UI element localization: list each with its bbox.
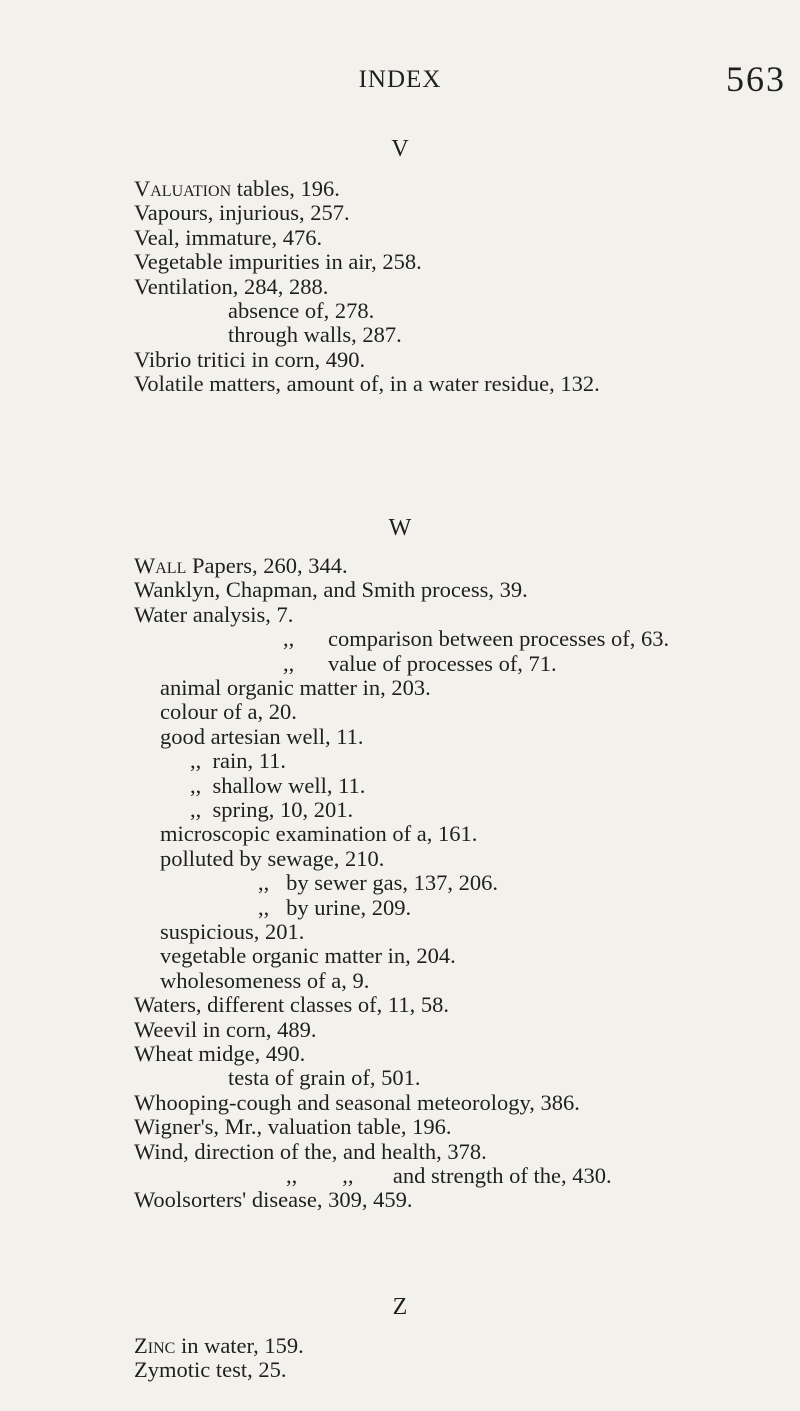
entry-text: Vegetable impurities in air, 258. — [134, 249, 422, 275]
entry-text: ,, ,, and strength of the, 430. — [286, 1163, 612, 1188]
index-entry — [160, 823, 477, 846]
index-entry — [134, 346, 366, 372]
entry-text: Wheat midge, 490. — [134, 1041, 306, 1066]
entry-text: in water, 159. — [175, 1333, 304, 1358]
entry-text: ,, by sewer gas, 137, 206. — [258, 870, 498, 896]
index-entry — [228, 1067, 420, 1090]
entry-text: Papers, 260, 344. — [186, 553, 348, 578]
entry-text: microscopic examination of a, 161. — [160, 821, 478, 847]
index-entry — [190, 772, 366, 798]
entry-text: Zymotic test, 25. — [134, 1357, 287, 1383]
index-entry — [134, 1016, 317, 1042]
index-entry — [286, 1165, 612, 1188]
entry-text: Vibrio tritici in corn, 490. — [134, 346, 366, 372]
entry-text: polluted by sewage, 210. — [160, 845, 385, 871]
entry-text: Wind, direction of the, and health, 378. — [134, 1138, 487, 1164]
entry-text: Waters, different classes of, 11, 58. — [134, 992, 449, 1018]
index-entry — [134, 178, 340, 201]
index-entry — [134, 1089, 580, 1115]
entry-text: ,, value of processes of, 71. — [283, 650, 557, 676]
index-entry — [134, 994, 449, 1017]
entry-text: good artesian well, 11. — [160, 723, 364, 749]
section-letter: Z — [392, 1294, 408, 1320]
entry-text: Vapours, injurious, 257. — [134, 200, 350, 226]
index-entry — [134, 224, 323, 250]
entry-text: ,, rain, 11. — [190, 748, 287, 774]
entry-text: suspicious, 201. — [160, 919, 305, 944]
index-entry — [134, 1335, 304, 1358]
entry-text: wholesomeness of a, 9. — [160, 967, 370, 993]
index-entry — [228, 300, 374, 323]
entry-lead: Wall — [134, 553, 187, 578]
index-entry — [134, 1359, 286, 1382]
index-entry — [134, 1138, 487, 1164]
entry-text: tables, 196. — [231, 176, 340, 201]
index-entry — [160, 921, 304, 944]
entry-text: Veal, immature, 476. — [134, 224, 323, 250]
entry-text: testa of grain of, 501. — [228, 1065, 421, 1091]
index-entry — [160, 701, 297, 724]
entry-text: Wanklyn, Chapman, and Smith process, 39. — [134, 577, 528, 603]
index-entry — [228, 324, 402, 347]
index-entry — [283, 650, 557, 676]
entry-text: Weevil in corn, 489. — [134, 1016, 317, 1042]
entry-text: Wigner's, Mr., valuation table, 196. — [134, 1114, 452, 1140]
section-letter: V — [391, 136, 409, 162]
index-entry — [160, 723, 364, 749]
index-entry — [190, 799, 353, 822]
index-entry — [160, 945, 456, 968]
entry-text: ,, spring, 10, 201. — [190, 797, 354, 822]
entry-text: ,, comparison between processes of, 63. — [283, 626, 670, 652]
entry-text: Ventilation, 284, 288. — [134, 273, 329, 299]
entry-text: absence of, 278. — [228, 298, 375, 323]
index-entry — [160, 967, 370, 993]
index-entry — [134, 202, 350, 225]
index-entry — [160, 677, 431, 700]
entry-text: Whooping-cough and seasonal meteorology, 386. — [134, 1089, 580, 1115]
index-entry — [258, 894, 412, 920]
entry-text: animal organic matter in, 203. — [160, 675, 431, 700]
entry-text: colour of a, 20. — [160, 699, 297, 725]
index-entry — [134, 251, 422, 274]
index-entry — [160, 845, 385, 871]
index-entry — [283, 628, 669, 651]
entry-lead: Valuation — [134, 176, 232, 201]
index-entry — [190, 750, 286, 773]
index-entry — [134, 1189, 412, 1212]
index-entry — [134, 1116, 451, 1139]
index-entry — [134, 1043, 305, 1066]
entry-text: Woolsorters' disease, 309, 459. — [134, 1187, 413, 1213]
entry-text: ,, shallow well, 11. — [190, 772, 366, 798]
entry-text: Volatile matters, amount of, in a water residue, 132. — [134, 371, 600, 397]
running-header: INDEX — [358, 66, 442, 93]
index-entry — [134, 273, 329, 299]
index-entry — [134, 601, 294, 627]
entry-text: Water analysis, 7. — [134, 601, 294, 627]
index-entry — [134, 579, 528, 602]
entry-lead: Zinc — [134, 1333, 176, 1358]
section-letter: W — [388, 515, 412, 541]
page-number: 563 — [726, 59, 786, 99]
index-entry — [134, 373, 600, 396]
index-entry — [258, 872, 498, 895]
entry-text: vegetable organic matter in, 204. — [160, 943, 456, 969]
index-entry — [134, 555, 348, 578]
entry-text: ,, by urine, 209. — [258, 894, 412, 920]
entry-text: through walls, 287. — [228, 322, 402, 348]
